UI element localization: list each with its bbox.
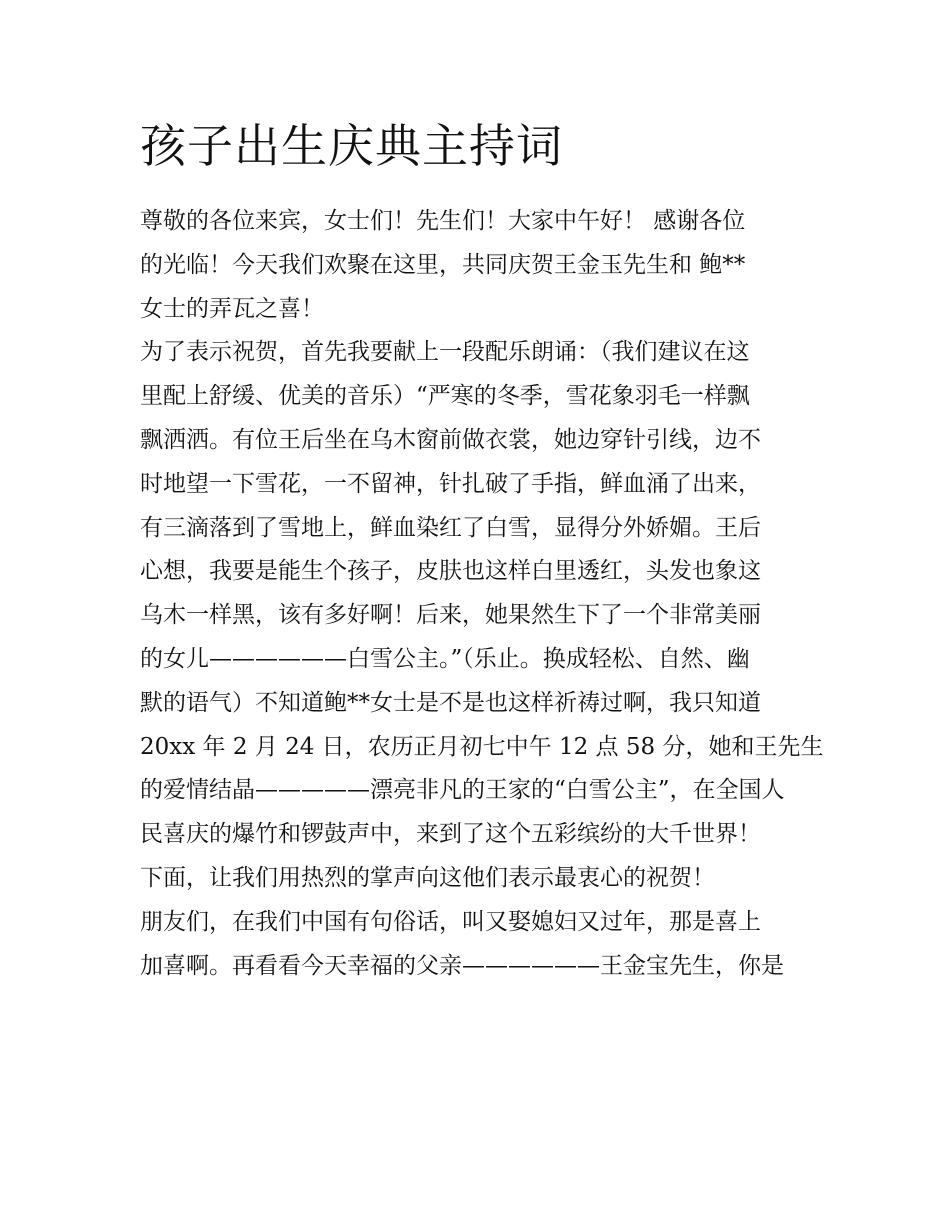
page-title: 孩子出生庆典主持词 [140, 119, 563, 173]
text-line: 的爱情结晶—————漂亮非凡的王家的“白雪公主”，在全国人 [140, 777, 785, 804]
text-line: 飘洒洒。有位王后坐在乌木窗前做衣裳，她边穿针引线，边不 [140, 426, 761, 453]
text-line: 乌木一样黑，该有多好啊！后来，她果然生下了一个非常美丽 [140, 602, 761, 629]
text-line: 朋友们，在我们中国有句俗话，叫又娶媳妇又过年，那是喜上 [140, 908, 761, 935]
text-line: 默的语气）不知道鲍**女士是不是也这样祈祷过啊，我只知道 [140, 689, 761, 716]
text-line: 为了表示祝贺，首先我要献上一段配乐朗诵：（我们建议在这 [140, 339, 750, 366]
text-line: 心想，我要是能生个孩子，皮肤也这样白里透红，头发也象这 [140, 558, 761, 585]
text-line: 下面，让我们用热烈的掌声向这他们表示最衷心的祝贺！ [140, 864, 715, 891]
text-line: 20xx 年 2 月 24 日，农历正月初七中午 12 点 58 分，她和王先生 [140, 733, 824, 760]
text-line: 民喜庆的爆竹和锣鼓声中，来到了这个五彩缤纷的大千世界！ [140, 821, 761, 848]
text-line: 尊敬的各位来宾，女士们！先生们！大家中午好！ 感谢各位 [140, 208, 746, 234]
text-line: 加喜啊。再看看今天幸福的父亲——————王金宝先生，你是 [140, 952, 784, 979]
text-line: 里配上舒缓、优美的音乐）“严寒的冬季，雪花象羽毛一样飘 [140, 383, 750, 410]
text-line: 女士的弄瓦之喜！ [140, 295, 324, 322]
text-line: 时地望一下雪花，一不留神，针扎破了手指，鲜血涌了出来， [140, 470, 761, 497]
text-line: 的光临！今天我们欢聚在这里，共同庆贺王金玉先生和 鲍** [140, 251, 746, 278]
document-body [140, 200, 824, 988]
text-line: 有三滴落到了雪地上，鲜血染红了白雪，显得分外娇媚。王后 [140, 514, 761, 541]
text-line: 的女儿——————白雪公主。”（乐止。换成轻松、自然、幽 [140, 645, 750, 672]
